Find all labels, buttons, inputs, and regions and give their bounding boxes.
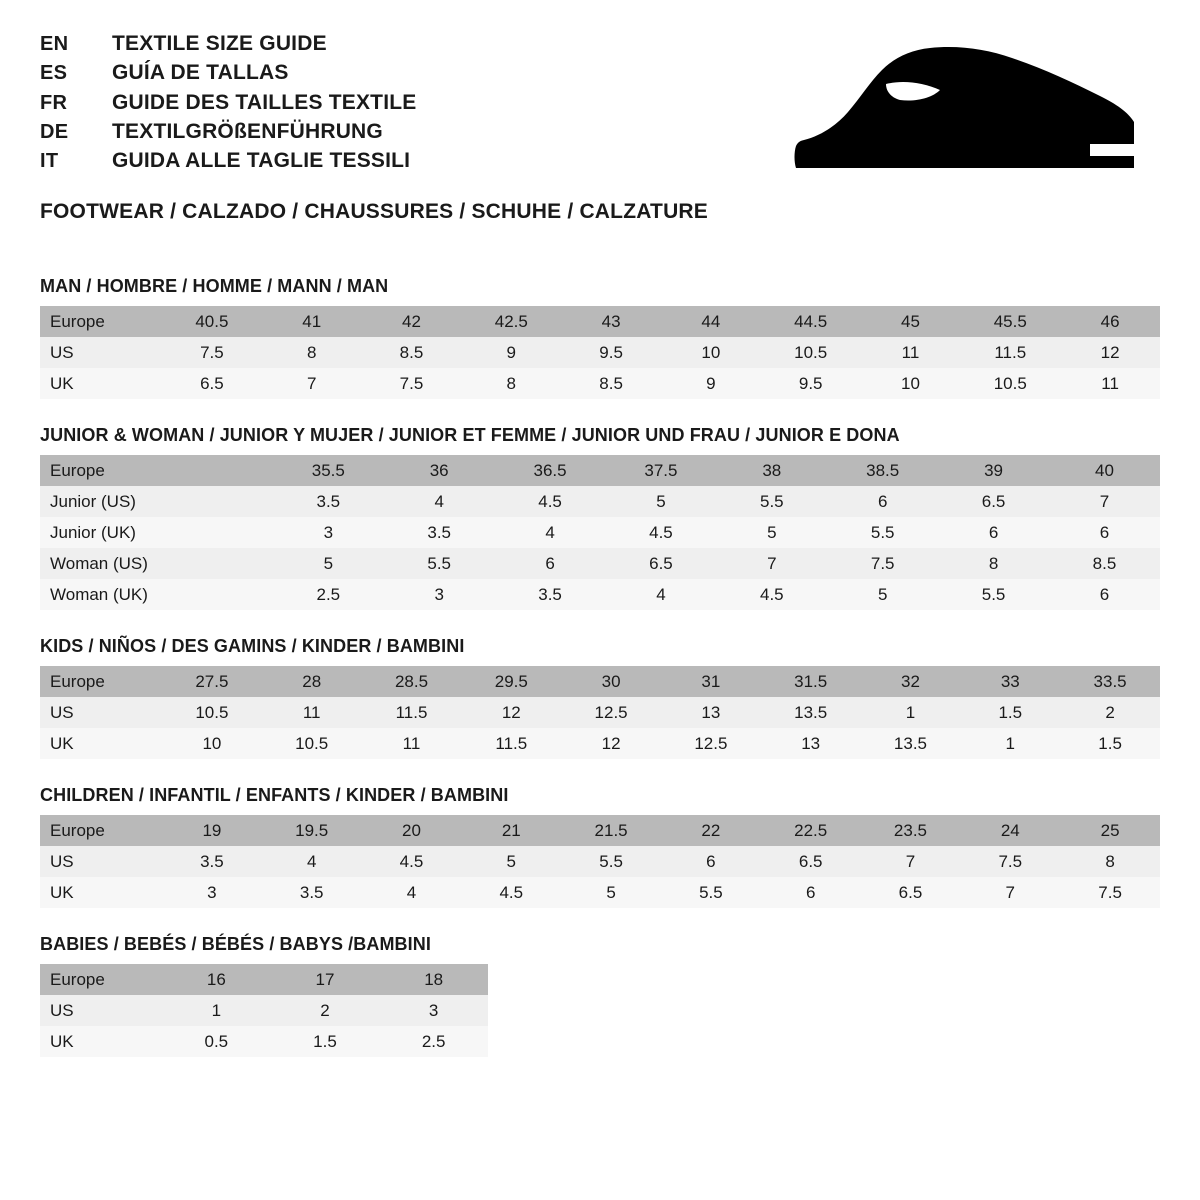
- cell: 4.5: [461, 877, 561, 908]
- cell: 3.5: [162, 846, 262, 877]
- table-row: [40, 306, 1160, 337]
- cell: 6.5: [162, 368, 262, 399]
- row-label: Junior (US): [40, 486, 162, 517]
- table-row: [40, 815, 1160, 846]
- cell: 3.5: [384, 517, 495, 548]
- cell: 7.5: [1060, 877, 1160, 908]
- cell: 5: [716, 517, 827, 548]
- cell: 11: [1060, 368, 1160, 399]
- cell: 42.5: [461, 306, 561, 337]
- cell: 9: [661, 368, 761, 399]
- section-title: JUNIOR & WOMAN / JUNIOR Y MUJER / JUNIOR ET FEMME / JUNIOR UND FRAU / JUNIOR E DONA: [40, 425, 900, 446]
- row-label: Junior (UK): [40, 517, 162, 548]
- cell: 3.5: [262, 877, 362, 908]
- table-row: [40, 548, 1160, 579]
- cell: 32: [861, 666, 961, 697]
- cell: 13.5: [861, 728, 961, 759]
- cell: 6.5: [761, 846, 861, 877]
- cell: 6.5: [606, 548, 717, 579]
- cell: 43: [561, 306, 661, 337]
- section-title: KIDS / NIÑOS / DES GAMINS / KINDER / BAMBINI: [40, 636, 465, 657]
- cell: 30: [561, 666, 661, 697]
- cell: 19.5: [262, 815, 362, 846]
- cell: 7.5: [362, 368, 462, 399]
- cell: 12: [561, 728, 661, 759]
- cell: 11.5: [461, 728, 561, 759]
- section-junior-woman: [40, 425, 1160, 610]
- cell: 9: [461, 337, 561, 368]
- table-row: [40, 697, 1160, 728]
- cell: 7: [861, 846, 961, 877]
- row-label: Europe: [40, 455, 162, 486]
- language-title: GUIDE DES TAILLES TEXTILE: [112, 90, 417, 114]
- cell: 12.5: [661, 728, 761, 759]
- cell: 7.5: [827, 548, 938, 579]
- cell: [162, 579, 273, 610]
- cell: 7.5: [162, 337, 262, 368]
- size-table-kids: [40, 666, 1160, 759]
- cell: 5.5: [827, 517, 938, 548]
- table-row: [40, 517, 1160, 548]
- cell: 2: [271, 995, 380, 1026]
- cell: 13.5: [761, 697, 861, 728]
- row-label: Europe: [40, 964, 162, 995]
- cell: 45: [861, 306, 961, 337]
- cell: [162, 517, 273, 548]
- table-row: [40, 877, 1160, 908]
- cell: 4.5: [362, 846, 462, 877]
- cell: 37.5: [606, 455, 717, 486]
- cell: 3.5: [495, 579, 606, 610]
- cell: 12: [461, 697, 561, 728]
- cell: 6: [1049, 517, 1160, 548]
- size-table-babies: [40, 964, 488, 1057]
- size-table-junior-woman: [40, 455, 1160, 610]
- language-code: EN: [40, 33, 69, 55]
- cell: 17: [271, 964, 380, 995]
- language-title: GUIDA ALLE TAGLIE TESSILI: [112, 149, 411, 173]
- cell: 40.5: [162, 306, 262, 337]
- cell: 4: [384, 486, 495, 517]
- cell: 41: [262, 306, 362, 337]
- row-label: US: [40, 697, 162, 728]
- cell: 7: [262, 368, 362, 399]
- cell: 7.5: [960, 846, 1060, 877]
- cell: 2.5: [379, 1026, 488, 1057]
- table-row: [40, 486, 1160, 517]
- cell: 13: [761, 728, 861, 759]
- cell: 6: [827, 486, 938, 517]
- section-title: MAN / HOMBRE / HOMME / MANN / MAN: [40, 276, 389, 297]
- cell: 4.5: [606, 517, 717, 548]
- table-row: [40, 368, 1160, 399]
- cell: 21.5: [561, 815, 661, 846]
- cell: 3: [273, 517, 384, 548]
- section-title: CHILDREN / INFANTIL / ENFANTS / KINDER / BAMBINI: [40, 785, 509, 806]
- row-label: UK: [40, 368, 162, 399]
- section-kids: [40, 636, 1160, 759]
- cell: 36: [384, 455, 495, 486]
- cell: 6: [661, 846, 761, 877]
- cell: 5.5: [561, 846, 661, 877]
- cell: 21: [461, 815, 561, 846]
- row-label: Woman (UK): [40, 579, 162, 610]
- cell: 6: [1049, 579, 1160, 610]
- cell: 5: [273, 548, 384, 579]
- category-heading: FOOTWEAR / CALZADO / CHAUSSURES / SCHUHE / CALZATURE: [40, 200, 709, 224]
- cell: [162, 455, 273, 486]
- cell: 3: [162, 877, 262, 908]
- cell: 45.5: [960, 306, 1060, 337]
- cell: 4: [606, 579, 717, 610]
- cell: 3: [384, 579, 495, 610]
- cell: 4: [362, 877, 462, 908]
- cell: 6.5: [861, 877, 961, 908]
- cell: 8.5: [362, 337, 462, 368]
- cell: 10.5: [960, 368, 1060, 399]
- cell: 16: [162, 964, 271, 995]
- cell: 7: [716, 548, 827, 579]
- cell: 9.5: [561, 337, 661, 368]
- language-title: GUÍA DE TALLAS: [112, 61, 289, 85]
- table-row: [40, 455, 1160, 486]
- language-title: TEXTILGRÖßENFÜHRUNG: [112, 119, 383, 143]
- cell: 6.5: [938, 486, 1049, 517]
- cell: 1.5: [960, 697, 1060, 728]
- cell: 44.5: [761, 306, 861, 337]
- cell: 19: [162, 815, 262, 846]
- cell: 20: [362, 815, 462, 846]
- cell: 9.5: [761, 368, 861, 399]
- row-label: US: [40, 846, 162, 877]
- cell: 0.5: [162, 1026, 271, 1057]
- cell: 11.5: [362, 697, 462, 728]
- cell: 7: [1049, 486, 1160, 517]
- language-code: DE: [40, 120, 69, 143]
- cell: 2.5: [273, 579, 384, 610]
- cell: 10.5: [761, 337, 861, 368]
- cell: 33.5: [1060, 666, 1160, 697]
- section-babies: [40, 934, 1160, 1057]
- dress-shoe-icon: [790, 40, 1150, 190]
- cell: 6: [761, 877, 861, 908]
- cell: 5: [827, 579, 938, 610]
- cell: 11: [262, 697, 362, 728]
- cell: [162, 548, 273, 579]
- cell: 4: [262, 846, 362, 877]
- cell: 10: [162, 728, 262, 759]
- cell: 22.5: [761, 815, 861, 846]
- table-row: [40, 1026, 488, 1057]
- row-label: Europe: [40, 306, 162, 337]
- cell: 27.5: [162, 666, 262, 697]
- table-row: [40, 728, 1160, 759]
- cell: 42: [362, 306, 462, 337]
- cell: 5.5: [716, 486, 827, 517]
- row-label: Europe: [40, 815, 162, 846]
- cell: 8: [1060, 846, 1160, 877]
- cell: 40: [1049, 455, 1160, 486]
- cell: 10.5: [162, 697, 262, 728]
- cell: 38.5: [827, 455, 938, 486]
- row-label: UK: [40, 728, 162, 759]
- cell: 1.5: [1060, 728, 1160, 759]
- cell: 36.5: [495, 455, 606, 486]
- size-table-man: [40, 306, 1160, 399]
- cell: 31: [661, 666, 761, 697]
- cell: 10: [661, 337, 761, 368]
- cell: 2: [1060, 697, 1160, 728]
- cell: 8.5: [561, 368, 661, 399]
- cell: 8.5: [1049, 548, 1160, 579]
- cell: 35.5: [273, 455, 384, 486]
- language-title: TEXTILE SIZE GUIDE: [112, 32, 327, 55]
- cell: 3: [379, 995, 488, 1026]
- cell: 5: [606, 486, 717, 517]
- cell: 8: [938, 548, 1049, 579]
- cell: 31.5: [761, 666, 861, 697]
- cell: 11: [362, 728, 462, 759]
- cell: 5: [561, 877, 661, 908]
- language-code: FR: [40, 91, 68, 114]
- cell: 11.5: [960, 337, 1060, 368]
- row-label: US: [40, 995, 162, 1026]
- cell: 8: [461, 368, 561, 399]
- section-title: BABIES / BEBÉS / BÉBÉS / BABYS /BAMBINI: [40, 934, 431, 955]
- cell: 12.5: [561, 697, 661, 728]
- cell: 28: [262, 666, 362, 697]
- table-row: [40, 846, 1160, 877]
- cell: 10.5: [262, 728, 362, 759]
- table-row: [40, 995, 488, 1026]
- cell: 4: [495, 517, 606, 548]
- cell: 5: [461, 846, 561, 877]
- cell: 22: [661, 815, 761, 846]
- cell: 39: [938, 455, 1049, 486]
- language-code: ES: [40, 62, 68, 85]
- cell: 44: [661, 306, 761, 337]
- cell: 4.5: [716, 579, 827, 610]
- size-table-children: [40, 815, 1160, 908]
- cell: 38: [716, 455, 827, 486]
- document-header: [0, 0, 1200, 224]
- cell: 1: [162, 995, 271, 1026]
- table-row: [40, 337, 1160, 368]
- section-man: [40, 276, 1160, 399]
- table-row: [40, 964, 488, 995]
- cell: 3.5: [273, 486, 384, 517]
- cell: 10: [861, 368, 961, 399]
- cell: 5.5: [938, 579, 1049, 610]
- cell: 7: [960, 877, 1060, 908]
- cell: 8: [262, 337, 362, 368]
- cell: 6: [938, 517, 1049, 548]
- cell: [162, 486, 273, 517]
- table-row: [40, 579, 1160, 610]
- cell: 11: [861, 337, 961, 368]
- cell: 18: [379, 964, 488, 995]
- section-children: [40, 785, 1160, 908]
- cell: 24: [960, 815, 1060, 846]
- language-code: IT: [40, 150, 59, 173]
- table-row: [40, 666, 1160, 697]
- row-label: Europe: [40, 666, 162, 697]
- row-label: UK: [40, 1026, 162, 1057]
- cell: 1.5: [271, 1026, 380, 1057]
- cell: 12: [1060, 337, 1160, 368]
- row-label: US: [40, 337, 162, 368]
- cell: 4.5: [495, 486, 606, 517]
- cell: 33: [960, 666, 1060, 697]
- size-tables: [0, 276, 1200, 1057]
- cell: 13: [661, 697, 761, 728]
- cell: 46: [1060, 306, 1160, 337]
- row-label: UK: [40, 877, 162, 908]
- cell: 23.5: [861, 815, 961, 846]
- cell: 5.5: [661, 877, 761, 908]
- cell: 1: [960, 728, 1060, 759]
- cell: 28.5: [362, 666, 462, 697]
- cell: 25: [1060, 815, 1160, 846]
- row-label: Woman (US): [40, 548, 162, 579]
- cell: 29.5: [461, 666, 561, 697]
- cell: 6: [495, 548, 606, 579]
- cell: 1: [861, 697, 961, 728]
- cell: 5.5: [384, 548, 495, 579]
